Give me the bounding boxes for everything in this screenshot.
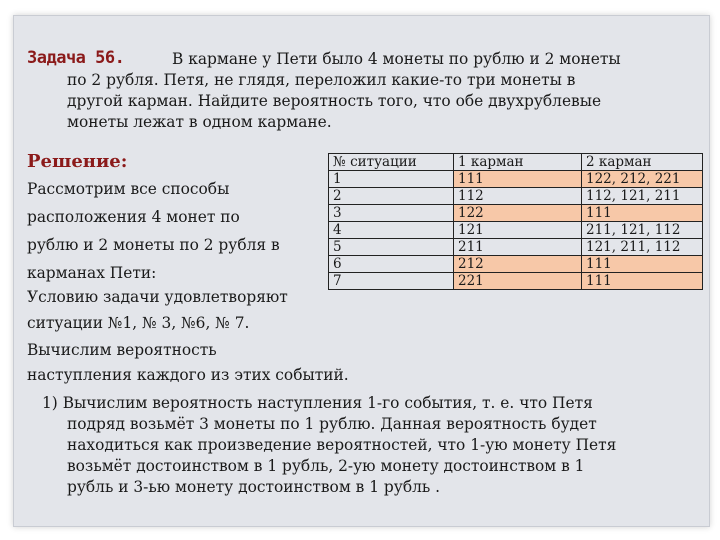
- table-row: [329, 171, 703, 188]
- table-row: [329, 239, 703, 256]
- cell-situation: 5: [329, 239, 454, 256]
- cell-pocket-2: 211, 121, 112: [582, 222, 703, 239]
- cell-pocket-1: 212: [454, 256, 582, 273]
- cell-situation: 3: [329, 205, 454, 222]
- solution-line-1: Рассмотрим все способы: [27, 180, 230, 198]
- cell-situation: 1: [329, 171, 454, 188]
- cell-situation: 4: [329, 222, 454, 239]
- cell-pocket-2: 112, 121, 211: [582, 188, 703, 205]
- bottom-line-5: рубль и 3-ью монету достоинством в 1 рубль .: [67, 478, 441, 496]
- solution-title: Решение:: [27, 151, 128, 172]
- cell-pocket-1: 111: [454, 171, 582, 188]
- cell-pocket-2: 121, 211, 112: [582, 239, 703, 256]
- solution-line-6: ситуации №1, № 3, №6, № 7.: [27, 314, 250, 332]
- header-pocket-1: 1 карман: [454, 154, 582, 171]
- cell-pocket-1: 112: [454, 188, 582, 205]
- bottom-line-2: подряд возьмёт 3 монеты по 1 рублю. Данная вероятность будет: [67, 415, 597, 433]
- bottom-line-1: 1) Вычислим вероятность наступления 1-го события, т. е. что Петя: [42, 394, 593, 412]
- solution-line-4: карманах Пети:: [27, 264, 157, 282]
- cell-situation: 7: [329, 273, 454, 290]
- cell-pocket-2: 111: [582, 256, 703, 273]
- bottom-line-3: находиться как произведение вероятностей, что 1-ую монету Петя: [67, 436, 617, 454]
- cell-pocket-1: 221: [454, 273, 582, 290]
- table-row: [329, 256, 703, 273]
- cell-pocket-1: 211: [454, 239, 582, 256]
- cell-situation: 6: [329, 256, 454, 273]
- table-header-row: [329, 154, 703, 171]
- cell-situation: 2: [329, 188, 454, 205]
- cell-pocket-2: 111: [582, 273, 703, 290]
- cell-pocket-1: 122: [454, 205, 582, 222]
- task-line-2: по 2 рубля. Петя, не глядя, переложил какие-то три монеты в: [67, 71, 576, 89]
- solution-line-2: расположения 4 монет по: [27, 208, 240, 226]
- situations-table: [328, 153, 703, 290]
- solution-line-5: Условию задачи удовлетворяют: [27, 288, 288, 306]
- cell-pocket-2: 111: [582, 205, 703, 222]
- task-line-1: В кармане у Пети было 4 монеты по рублю и 2 монеты: [172, 50, 621, 68]
- cell-pocket-2: 122, 212, 221: [582, 171, 703, 188]
- table-row: [329, 205, 703, 222]
- solution-line-8: наступления каждого из этих событий.: [27, 366, 349, 384]
- header-pocket-2: 2 карман: [582, 154, 703, 171]
- table-row: [329, 188, 703, 205]
- task-title: Задача 56.: [27, 48, 125, 68]
- table-row: [329, 222, 703, 239]
- cell-pocket-1: 121: [454, 222, 582, 239]
- solution-line-7: Вычислим вероятность: [27, 341, 217, 359]
- header-situation: № ситуации: [329, 154, 454, 171]
- task-line-4: монеты лежат в одном кармане.: [67, 113, 332, 131]
- task-line-3: другой карман. Найдите вероятность того, что обе двухрублевые: [67, 92, 602, 110]
- table-row: [329, 273, 703, 290]
- solution-line-3: рублю и 2 монеты по 2 рубля в: [27, 236, 280, 254]
- bottom-line-4: возьмёт достоинством в 1 рубль, 2-ую монету достоинством в 1: [67, 457, 585, 475]
